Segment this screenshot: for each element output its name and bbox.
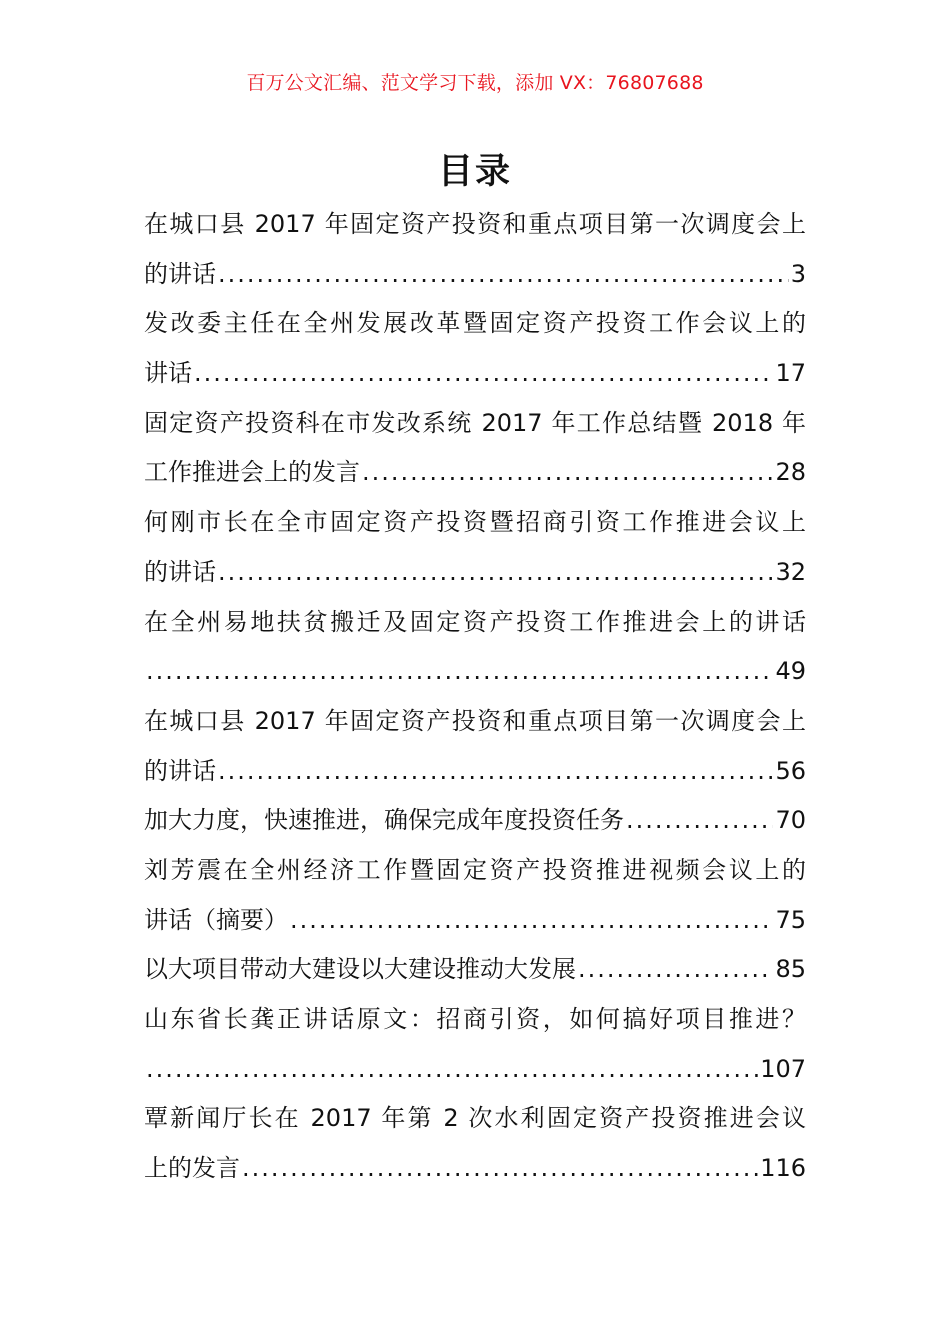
toc-entry-2-line1[interactable]: 发改委主任在全州发展改革暨固定资产投资工作会议上的 bbox=[144, 309, 806, 338]
toc-entry-text: 工作推进会上的发言 bbox=[144, 458, 360, 487]
dot-leader bbox=[218, 548, 773, 598]
toc-page-number: 107 bbox=[760, 1054, 806, 1083]
dot-leader bbox=[218, 747, 773, 797]
toc-entry-text: 的讲话 bbox=[144, 557, 216, 586]
toc-entry-8-line2[interactable] bbox=[144, 896, 806, 946]
toc-title: 目录 bbox=[437, 152, 512, 192]
toc-entry-3-line2[interactable] bbox=[144, 448, 806, 498]
toc-entry-2-line2[interactable] bbox=[144, 349, 806, 399]
toc-entry-text: 上的发言 bbox=[144, 1154, 240, 1183]
dot-leader bbox=[146, 1045, 758, 1095]
toc-entry-10-line2[interactable] bbox=[144, 1045, 806, 1095]
table-of-contents bbox=[144, 200, 806, 1194]
toc-entry-6-line2[interactable] bbox=[144, 747, 806, 797]
dot-leader bbox=[362, 448, 773, 498]
toc-entry-6-line1[interactable]: 在城口县 2017 年固定资产投资和重点项目第一次调度会上 bbox=[144, 706, 806, 735]
toc-page-number: 32 bbox=[775, 557, 806, 586]
toc-entry-text: 加大力度，快速推进，确保完成年度投资任务 bbox=[144, 806, 624, 835]
toc-entry-8-line1[interactable]: 刘芳震在全州经济工作暨固定资产投资推进视频会议上的 bbox=[144, 855, 806, 884]
toc-entry-7[interactable] bbox=[144, 796, 806, 846]
toc-entry-5-line1[interactable]: 在全州易地扶贫搬迁及固定资产投资工作推进会上的讲话 bbox=[144, 607, 806, 636]
dot-leader bbox=[578, 945, 773, 995]
toc-entry-9[interactable] bbox=[144, 945, 806, 995]
dot-leader bbox=[290, 896, 773, 946]
toc-entry-10-line1[interactable]: 山东省长龚正讲话原文：招商引资，如何搞好项目推进？ bbox=[144, 1005, 806, 1033]
toc-page-number: 49 bbox=[775, 657, 806, 686]
dot-leader bbox=[218, 250, 789, 300]
toc-page-number: 28 bbox=[775, 458, 806, 487]
dot-leader bbox=[242, 1144, 758, 1194]
toc-entry-4-line2[interactable] bbox=[144, 548, 806, 598]
dot-leader bbox=[194, 349, 773, 399]
toc-entry-3-line1[interactable]: 固定资产投资科在市发改系统 2017 年工作总结暨 2018 年 bbox=[144, 408, 806, 437]
toc-entry-text: 的讲话 bbox=[144, 756, 216, 785]
dot-leader bbox=[146, 647, 773, 697]
toc-page-number: 17 bbox=[775, 359, 806, 388]
toc-page-number: 70 bbox=[775, 806, 806, 835]
toc-page-number: 116 bbox=[760, 1154, 806, 1183]
toc-entry-text: 讲话 bbox=[144, 359, 192, 388]
toc-page-number: 75 bbox=[775, 905, 806, 934]
toc-entry-11-line1[interactable]: 覃新闻厅长在 2017 年第 2 次水利固定资产投资推进会议 bbox=[144, 1104, 806, 1133]
toc-entry-4-line1[interactable]: 何刚市长在全市固定资产投资暨招商引资工作推进会议上 bbox=[144, 508, 806, 537]
toc-entry-1-line2[interactable] bbox=[144, 250, 806, 300]
toc-page-number: 3 bbox=[790, 259, 806, 288]
toc-entry-1-line1[interactable]: 在城口县 2017 年固定资产投资和重点项目第一次调度会上 bbox=[144, 210, 806, 238]
toc-page-number: 85 bbox=[775, 955, 806, 984]
dot-leader bbox=[626, 796, 773, 846]
toc-entry-text: 以大项目带动大建设以大建设推动大发展 bbox=[144, 955, 576, 984]
toc-entry-5-line2[interactable] bbox=[144, 647, 806, 697]
toc-entry-text: 的讲话 bbox=[144, 259, 216, 288]
toc-page-number: 56 bbox=[775, 756, 806, 785]
header-note: 百万公文汇编、范文学习下载，添加 VX：76807688 bbox=[246, 72, 704, 94]
toc-entry-text: 讲话（摘要） bbox=[144, 905, 288, 934]
toc-entry-11-line2[interactable] bbox=[144, 1144, 806, 1194]
